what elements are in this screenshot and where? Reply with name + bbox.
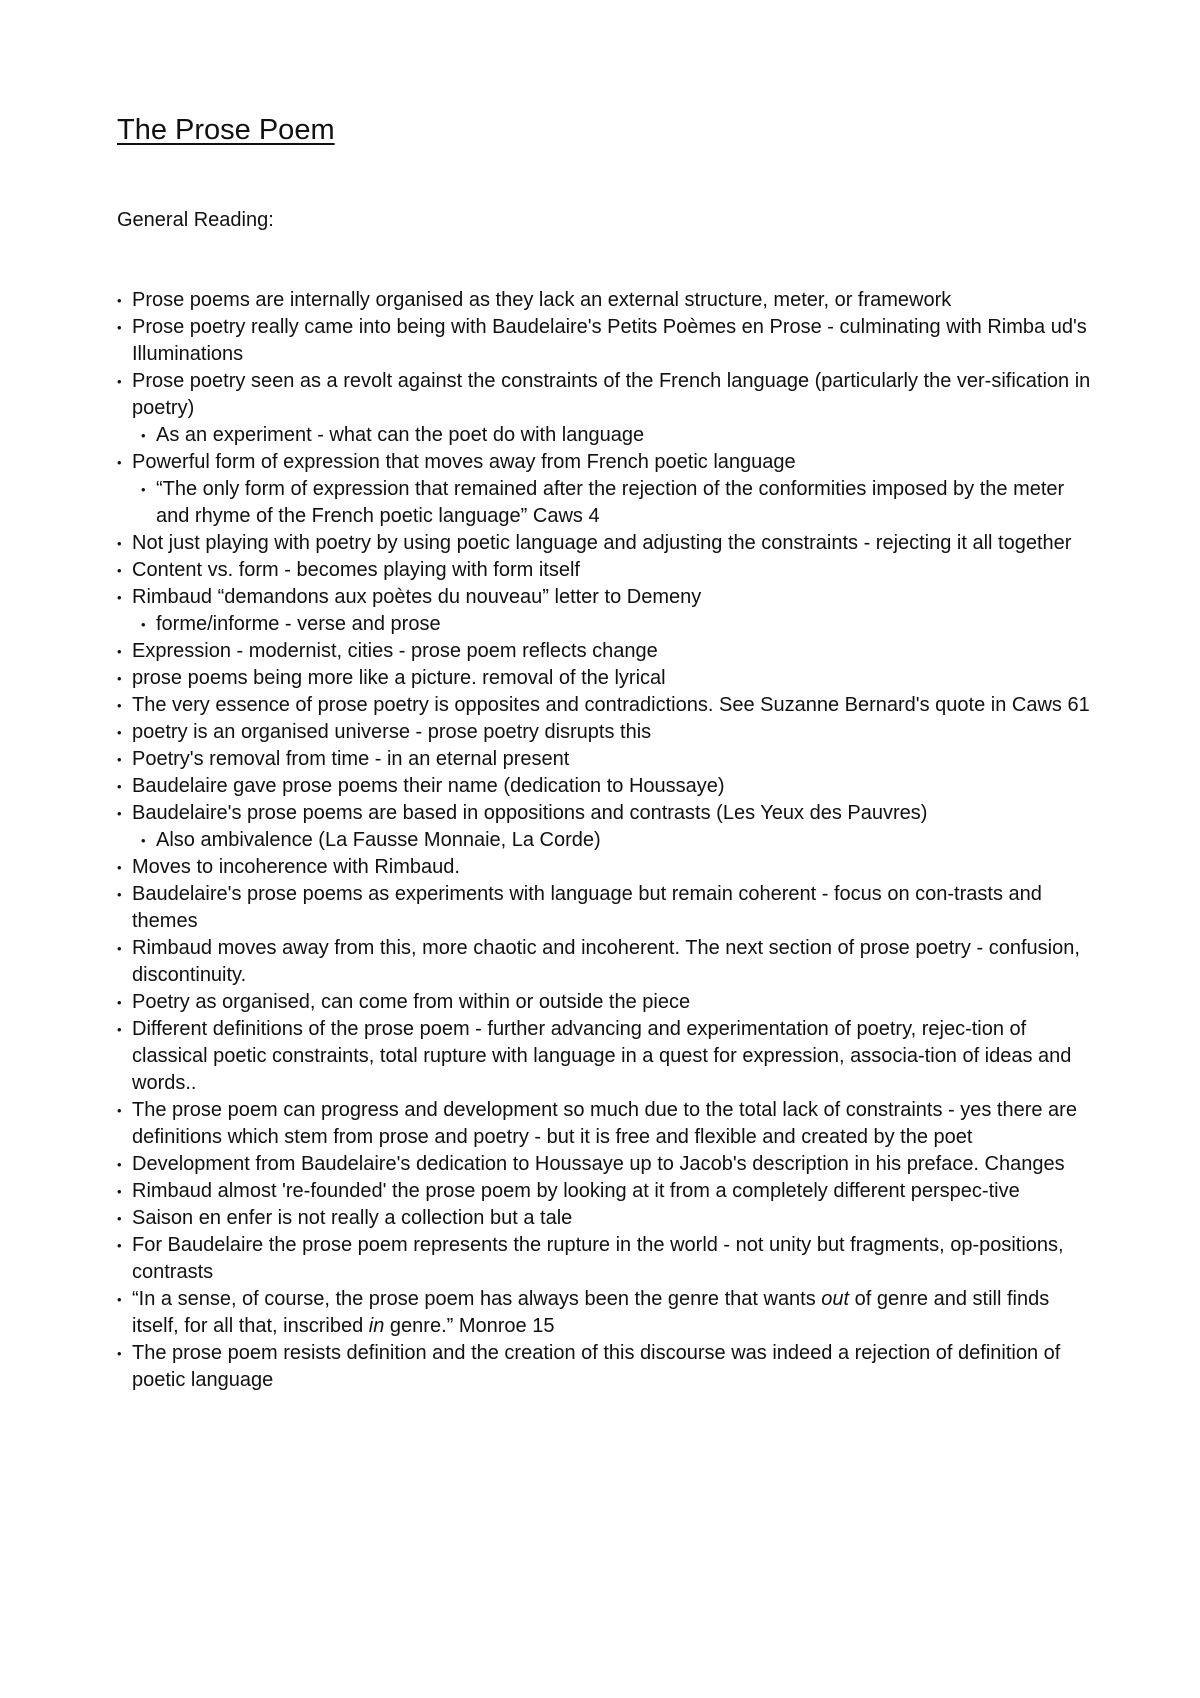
- sub-bullet-item: • As an experiment - what can the poet do with language: [117, 422, 1097, 449]
- bullet-item: • The prose poem can progress and development so much due to the total lack of constraints - yes there are definitions which stem from prose and poetry - but it is free and flexible and created by the poet: [117, 1097, 1097, 1151]
- bullet-item: • Content vs. form - becomes playing with form itself: [117, 557, 1097, 584]
- bullet-item: • The prose poem resists definition and the creation of this discourse was indeed a rejection of definition of poetic language: [117, 1340, 1097, 1394]
- emphasis-text: in: [368, 1315, 385, 1337]
- bullet-item: • Poetry's removal from time - in an eternal present: [117, 746, 1097, 773]
- bullet-item: • prose poems being more like a picture. removal of the lyrical: [117, 665, 1097, 692]
- bullet-item: • For Baudelaire the prose poem represents the rupture in the world - not unity but fragments, op-positions, contrasts: [117, 1232, 1097, 1286]
- bullet-item: • Baudelaire's prose poems as experiments with language but remain coherent - focus on con-trasts and themes: [117, 881, 1097, 935]
- sub-bullet-item: • “The only form of expression that remained after the rejection of the conformities imposed by the meter and rhyme of the French poetic language” Caws 4: [117, 476, 1097, 530]
- document-page: [117, 112, 1097, 1391]
- bullet-item: • Rimbaud “demandons aux poètes du nouveau” letter to Demeny: [117, 584, 1097, 611]
- bullet-item: • Rimbaud moves away from this, more chaotic and incoherent. The next section of prose poetry - confusion, discontinuity.: [117, 935, 1097, 989]
- bullet-item: • Expression - modernist, cities - prose poem reflects change: [117, 638, 1097, 665]
- document-title: The Prose Poem: [117, 114, 335, 146]
- bullet-item: • Prose poetry seen as a revolt against the constraints of the French language (particularly the ver-sification in poetry): [117, 368, 1097, 422]
- bullet-item: • poetry is an organised universe - prose poetry disrupts this: [117, 719, 1097, 746]
- bullet-text-part: genre.” Monroe 15: [384, 1315, 555, 1337]
- bullet-list: [117, 287, 1097, 1394]
- bullet-item: • Development from Baudelaire's dedication to Houssaye up to Jacob's description in his preface. Changes: [117, 1151, 1097, 1178]
- sub-bullet-item: • Also ambivalence (La Fausse Monnaie, La Corde): [117, 827, 1097, 854]
- bullet-text-part: of genre and still finds itself, for all that, inscribed: [132, 1288, 1050, 1337]
- bullet-item: • Prose poetry really came into being with Baudelaire's Petits Poèmes en Prose - culminating with Rimba ud's Illuminations: [117, 314, 1097, 368]
- bullet-item: [117, 1286, 1097, 1340]
- emphasis-text: out: [821, 1288, 850, 1310]
- bullet-item: • Saison en enfer is not really a collection but a tale: [117, 1205, 1097, 1232]
- section-heading: General Reading:: [117, 209, 274, 231]
- bullet-item: • Different definitions of the prose poem - further advancing and experimentation of poetry, rejec-tion of classical poetic constraints, total rupture with language in a quest for expression, associa-tion of ideas and words..: [117, 1016, 1097, 1097]
- sub-bullet-item: • forme/informe - verse and prose: [117, 611, 1097, 638]
- bullet-item: • Not just playing with poetry by using poetic language and adjusting the constraints - rejecting it all together: [117, 530, 1097, 557]
- bullet-item: • Rimbaud almost 're-founded' the prose poem by looking at it from a completely different perspec-tive: [117, 1178, 1097, 1205]
- bullet-item: • Prose poems are internally organised as they lack an external structure, meter, or framework: [117, 287, 1097, 314]
- bullet-item: • Baudelaire gave prose poems their name (dedication to Houssaye): [117, 773, 1097, 800]
- bullet-item: • Baudelaire's prose poems are based in oppositions and contrasts (Les Yeux des Pauvres): [117, 800, 1097, 827]
- bullet-item: • Powerful form of expression that moves away from French poetic language: [117, 449, 1097, 476]
- bullet-item: • The very essence of prose poetry is opposites and contradictions. See Suzanne Bernard's quote in Caws 61: [117, 692, 1097, 719]
- bullet-text-part: “In a sense, of course, the prose poem has always been the genre that wants: [132, 1288, 822, 1310]
- bullet-item: • Poetry as organised, can come from within or outside the piece: [117, 989, 1097, 1016]
- bullet-item: • Moves to incoherence with Rimbaud.: [117, 854, 1097, 881]
